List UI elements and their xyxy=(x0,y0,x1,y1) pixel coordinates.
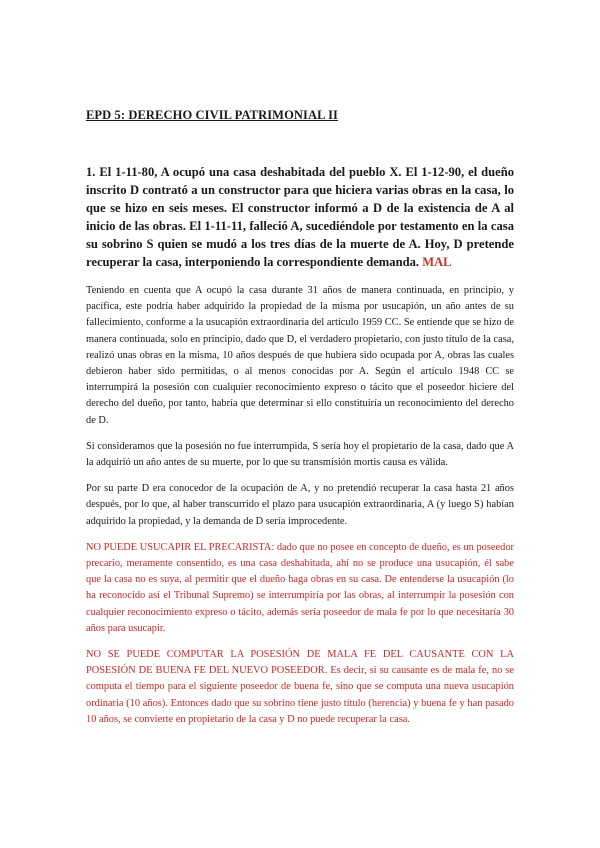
answer-paragraph-1: Teniendo en cuenta que A ocupó la casa durante 31 años de manera continuada, en principio, y pacífica, este podría haber adquirido la propiedad de la misma por usucapión, un año antes de su fallecimiento, conforme a la usucapión extraordinaria del artículo 1959 CC. Se entiende que se hizo de manera continuada, solo en principio, dado que D, el verdadero propietario, con justo título de la casa, realizó unas obras en la misma, 10 años después de que hubiera sido ocupada por A, obras las cuales debieron haber sido permitidas, o al menos conocidas por A. Según el artículo 1948 CC se interrumpirá la posesión con cualquier reconocimiento expreso o tácito que el poseedor hiciere del derecho del dueño, por tanto, habría que determinar si ello constituiría un reconocimiento del derecho de D. xyxy=(86,285,514,426)
correction-paragraph-1: NO PUEDE USUCAPIR EL PRECARISTA: dado que no posee en concepto de dueño, es un poseedor precario, meramente consentido, es una casa deshabitada, ahí no se produce una usucapión, él sabe que la casa no es suya, al permitir que el dueño haga obras en su casa. De entenderse la usucapión (lo ha reconocido así el Tribunal Supremo) se interrumpiría por las obras, al interrumpir la posesión con cualquier reconocimiento expreso o tácito, además sería poseedor de mala fe por lo que necesitaría 30 años para usucapir. xyxy=(86,541,514,634)
answer-paragraph-3: Por su parte D era conocedor de la ocupación de A, y no pretendió recuperar la casa hasta 21 años después, por lo que, al haber transcurrido el plazo para usucapión extraordinaria, A (y luego S) habían adquirido la propiedad, y la demanda de D sería improcedente. xyxy=(86,483,514,527)
document-title: EPD 5: DERECHO CIVIL PATRIMONIAL II xyxy=(86,108,339,122)
question-text xyxy=(86,163,514,271)
document-page xyxy=(86,108,514,738)
answer-paragraph-2: Si consideramos que la posesión no fue interrumpida, S sería hoy el propietario de la casa, dado que A la adquirió un año antes de su muerte, por lo que su transmisión mortis causa es válida. xyxy=(86,440,514,469)
question-body: 1. El 1-11-80, A ocupó una casa deshabitada del pueblo X. El 1-12-90, el dueño inscrito D contrató a un constructor para que hiciera varias obras en la casa, lo que se hizo en seis meses. El constructor informó a D de la existencia de A al inicio de las obras. El 1-11-11, falleció A, sucediéndole por testamento en la casa su sobrino S quien se mudó a los tres días de la muerte de A. Hoy, D pretende recuperar la casa, interponiendo la correspondiente demanda. xyxy=(86,165,514,269)
correction-paragraph-2: NO SE PUEDE COMPUTAR LA POSESIÓN DE MALA FE DEL CAUSANTE CON LA POSESIÓN DE BUENA FE DEL NUEVO POSEEDOR. Es decir, si su causante es de mala fe, no se computa el tiempo para el siguiente poseedor de buena fe, sino que se computa una nueva usucapión ordinaria (10 años). Entonces dado que su sobrino tiene justo título (herencia) y buena fe y han pasado 10 años, se convierte en propietario de la casa y D no puede recuperar la casa. xyxy=(86,649,514,725)
verdict-label: MAL xyxy=(422,255,452,269)
